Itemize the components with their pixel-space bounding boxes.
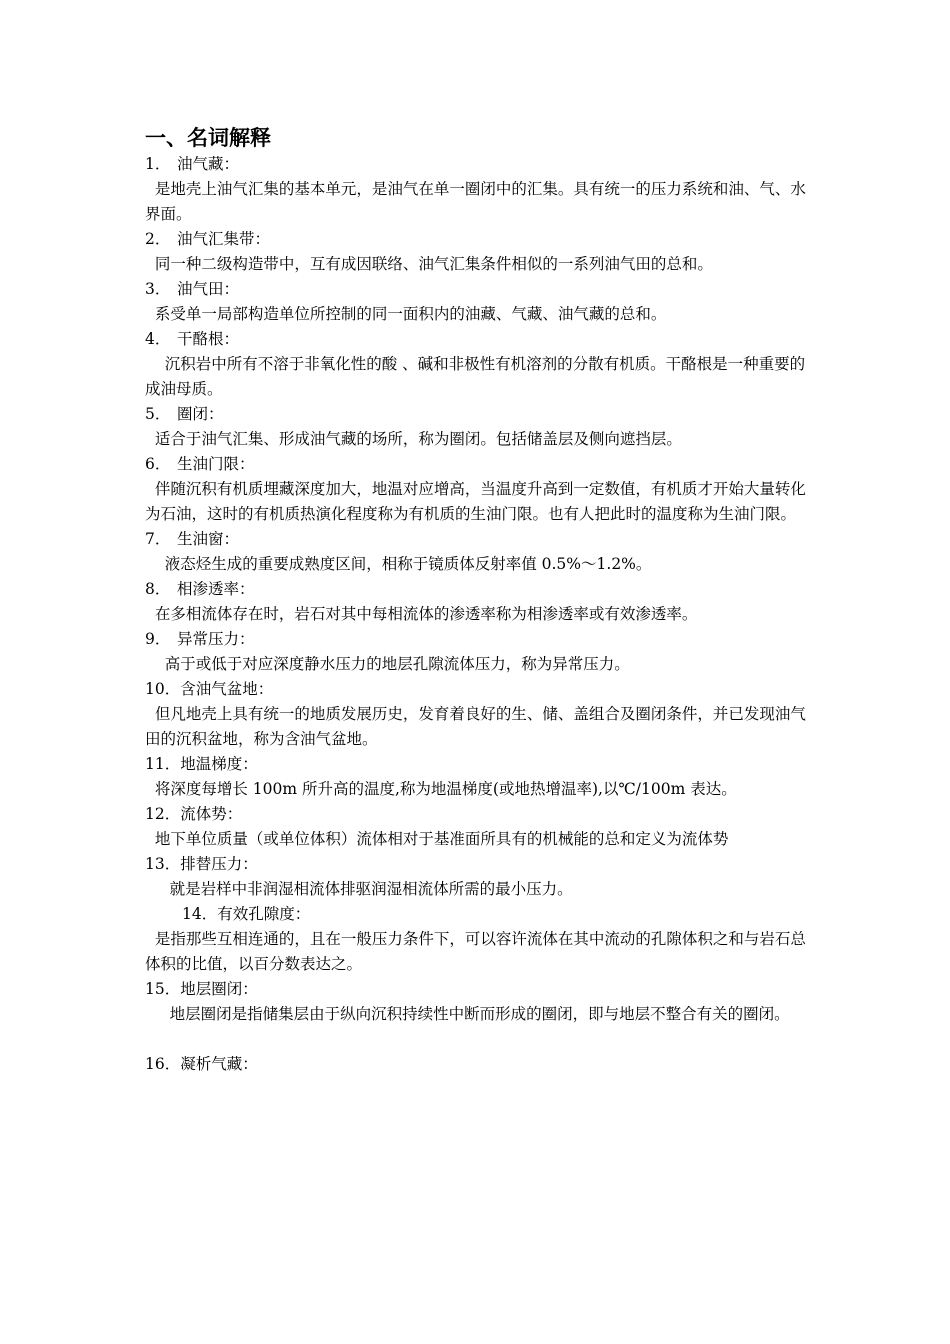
term-label: 相渗透率： [177, 580, 255, 598]
glossary-term [145, 152, 817, 177]
glossary-list [145, 152, 817, 1077]
term-label: 有效孔隙度： [217, 905, 311, 923]
term-number: 14． [182, 905, 218, 923]
blank-line [145, 1027, 817, 1052]
glossary-term [145, 677, 817, 702]
term-number: 4． [145, 330, 171, 348]
term-label: 流体势： [180, 805, 243, 823]
term-definition: 适合于油气汇集、形成油气藏的场所，称为圈闭。包括储盖层及侧向遮挡层。 [145, 430, 682, 448]
glossary-term [145, 802, 817, 827]
glossary-term [145, 452, 817, 477]
glossary-term [145, 577, 817, 602]
term-number: 7． [145, 530, 171, 548]
term-label: 油气藏： [177, 155, 240, 173]
term-definition: 沉积岩中所有不溶于非氧化性的酸 、碱和非极性有机溶剂的分散有机质。干酪根是一种重要的成油母质。 [145, 355, 806, 398]
term-label: 生油门限： [177, 455, 255, 473]
term-definition: 在多相流体存在时，岩石对其中每相流体的渗透率称为相渗透率或有效渗透率。 [145, 605, 698, 623]
term-definition: 就是岩样中非润湿相流体排驱润湿相流体所需的最小压力。 [145, 880, 573, 898]
term-definition: 系受单一局部构造单位所控制的同一面积内的油藏、气藏、油气藏的总和。 [145, 305, 667, 323]
term-definition: 但凡地壳上具有统一的地质发展历史，发育着良好的生、储、盖组合及圈闭条件，并已发现油气田的沉积盆地，称为含油气盆地。 [145, 705, 806, 748]
term-number: 6． [145, 455, 171, 473]
term-label: 生油窗： [177, 530, 240, 548]
term-number: 13． [145, 855, 181, 873]
term-label: 排替压力： [180, 855, 258, 873]
term-definition: 是指那些互相连通的，且在一般压力条件下，可以容许流体在其中流动的孔隙体积之和与岩石总体积的比值，以百分数表达之。 [145, 930, 806, 973]
term-label: 油气田： [177, 280, 240, 298]
glossary-term [145, 852, 817, 877]
term-label: 圈闭： [177, 405, 224, 423]
term-label: 凝析气藏： [180, 1055, 258, 1073]
term-number: 9． [145, 630, 171, 648]
glossary-term [145, 277, 817, 302]
section-heading: 一、名词解释 [145, 126, 271, 150]
glossary-term [145, 327, 817, 352]
glossary-term [145, 902, 817, 927]
term-number: 16． [145, 1055, 181, 1073]
term-label: 油气汇集带： [177, 230, 271, 248]
glossary-term [145, 227, 817, 252]
glossary-term [145, 402, 817, 427]
term-label: 干酪根： [177, 330, 240, 348]
glossary-term [145, 1052, 817, 1077]
term-definition: 同一种二级构造带中，互有成因联络、油气汇集条件相似的一系列油气田的总和。 [145, 255, 713, 273]
term-definition: 地层圈闭是指储集层由于纵向沉积持续性中断而形成的圈闭，即与地层不整合有关的圈闭。 [145, 1005, 790, 1023]
term-number: 12． [145, 805, 181, 823]
term-label: 地温梯度： [180, 755, 258, 773]
term-definition: 伴随沉积有机质埋藏深度加大，地温对应增高，当温度升高到一定数值，有机质才开始大量转化为石油，这时的有机质热演化程度称为有机质的生油门限。也有人把此时的温度称为生油门限。 [145, 480, 806, 523]
term-label: 含油气盆地： [180, 680, 274, 698]
term-number: 2． [145, 230, 171, 248]
term-definition: 液态烃生成的重要成熟度区间，相称于镜质体反射率值 0.5%～1.2%。 [145, 555, 652, 573]
term-number: 10． [145, 680, 181, 698]
glossary-term [145, 527, 817, 552]
term-label: 异常压力： [177, 630, 255, 648]
term-number: 8． [145, 580, 171, 598]
glossary-term [145, 627, 817, 652]
term-definition: 高于或低于对应深度静水压力的地层孔隙流体压力，称为异常压力。 [145, 655, 630, 673]
glossary-term [145, 977, 817, 1002]
glossary-term [145, 752, 817, 777]
term-number: 3． [145, 280, 171, 298]
term-number: 15． [145, 980, 181, 998]
term-number: 11． [145, 755, 181, 773]
term-definition: 地下单位质量（或单位体积）流体相对于基准面所具有的机械能的总和定义为流体势 [145, 830, 729, 848]
term-number: 5． [145, 405, 171, 423]
term-definition: 是地壳上油气汇集的基本单元，是油气在单一圈闭中的汇集。具有统一的压力系统和油、气、水界面。 [145, 180, 806, 223]
term-definition: 将深度每增长 100m 所升高的温度,称为地温梯度(或地热增温率),以℃/100m 表达。 [145, 780, 737, 798]
term-number: 1． [145, 155, 171, 173]
document-body [145, 124, 817, 1077]
term-label: 地层圈闭： [180, 980, 258, 998]
